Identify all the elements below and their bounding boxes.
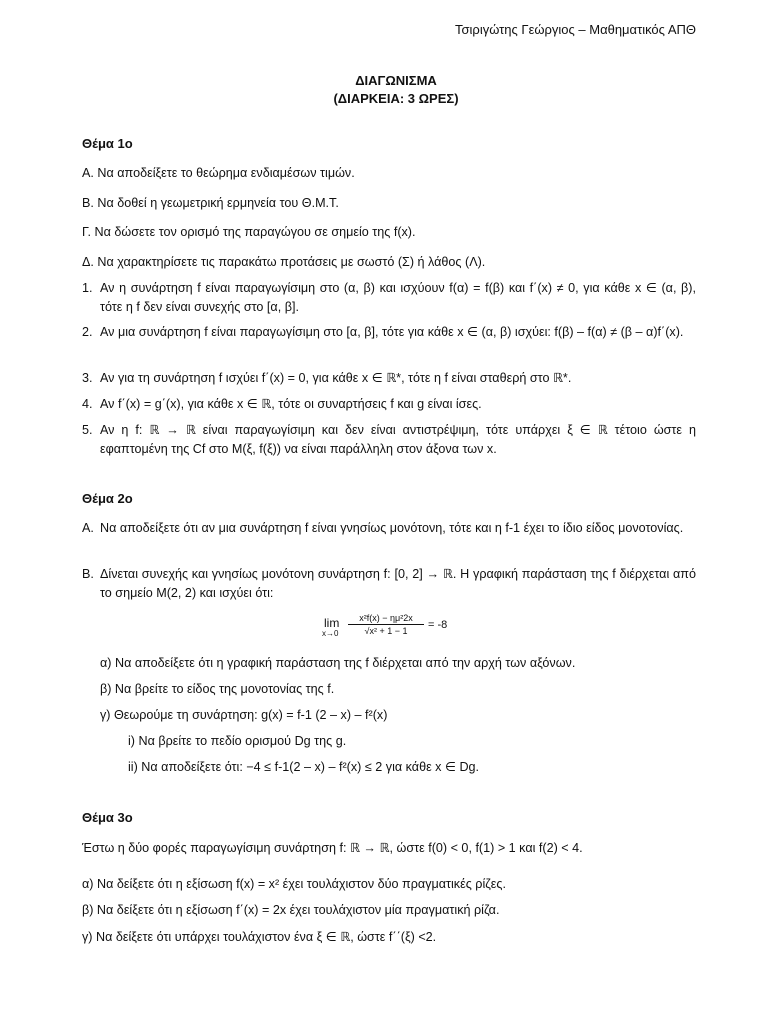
statement-text: Αν f΄(x) = g΄(x), για κάθε x ∈ ℝ, τότε οι συναρτήσεις f και g είναι ίσες. [100, 397, 482, 411]
fraction-numerator: x²f(x) − ημ²2x [348, 612, 424, 625]
question-label: Α. [82, 521, 94, 535]
theme2-heading: Θέμα 2ο [82, 491, 133, 506]
statement-number: 1. [82, 281, 93, 295]
theme2-question-a [82, 519, 696, 538]
theme3-intro: Έστω η δύο φορές παραγωγίσιμη συνάρτηση f: ℝ → ℝ, ώστε f(0) < 0, f(1) > 1 και f(2) < 4. [82, 841, 583, 855]
theme3-heading: Θέμα 3ο [82, 810, 133, 825]
theme2-sub-b: β) Να βρείτε το είδος της μονοτονίας της f. [100, 682, 335, 696]
limit-symbol: lim [324, 616, 340, 630]
theme3-sub-b: β) Να δείξετε ότι η εξίσωση f΄(x) = 2x έχει τουλάχιστον μία πραγματική ρίζα. [82, 903, 500, 917]
theme3-sub-c: γ) Να δείξετε ότι υπάρχει τουλάχιστον ένα ξ ∈ ℝ, ώστε f΄΄(ξ) <2. [82, 930, 437, 944]
question-text: Δίνεται συνεχής και γνησίως μονότονη συνάρτηση f: [0, 2] → ℝ. Η γραφική παράσταση της f διέρχεται από το σημείο Μ(2, 2) και ισχύει ότι: [100, 567, 696, 600]
statement-2 [82, 323, 696, 342]
statement-text: Αν η συνάρτηση f είναι παραγωγίσιμη στο (α, β) και ισχύουν f(α) = f(β) και f΄(x) ≠ 0, για κάθε x ∈ (α, β), τότε η f δεν είναι συνεχής στο [α, β]. [100, 281, 696, 314]
theme1-heading: Θέμα 1ο [82, 136, 133, 151]
theme1-question-g: Γ. Να δώσετε τον ορισμό της παραγώγου σε σημείο της f(x). [82, 225, 416, 239]
title-line-1: ΔΙΑΓΩΝΙΣΜΑ [355, 73, 437, 88]
theme3-sub-a: α) Να δείξετε ότι η εξίσωση f(x) = x² έχει τουλάχιστον δύο πραγματικές ρίζες. [82, 877, 506, 891]
statement-4 [82, 395, 696, 414]
theme2-sub-c: γ) Θεωρούμε τη συνάρτηση: g(x) = f-1 (2 – x) – f²(x) [100, 708, 388, 722]
statement-3 [82, 369, 696, 388]
statement-text: Αν μια συνάρτηση f είναι παραγωγίσιμη στο [α, β], τότε για κάθε x ∈ (α, β) ισχύει: f(β) – f(α) ≠ (β – α)f΄(x). [100, 325, 684, 339]
statement-text: Αν η f: ℝ → ℝ είναι παραγωγίσιμη και δεν είναι αντιστρέψιμη, τότε υπάρχει ξ ∈ ℝ τέτοιο ώστε η εφαπτομένη της Cf στο Μ(ξ, f(ξ)) να είναι παράλληλη στον άξονα των x. [100, 423, 696, 456]
statement-text: Αν για τη συνάρτηση f ισχύει f΄(x) = 0, για κάθε x ∈ ℝ*, τότε η f είναι σταθερή στο ℝ*. [100, 371, 572, 385]
statement-1 [82, 279, 696, 317]
exam-title [0, 72, 768, 108]
fraction-denominator: √x² + 1 − 1 [364, 626, 408, 636]
limit-subscript: x→0 [322, 629, 339, 638]
statement-number: 5. [82, 423, 93, 437]
theme2-sub-c-ii: ii) Να αποδείξετε ότι: −4 ≤ f-1(2 – x) – f²(x) ≤ 2 για κάθε x ∈ Dg. [128, 760, 480, 774]
theme1-question-a: Α. Να αποδείξετε το θεώρημα ενδιαμέσων τιμών. [82, 166, 355, 180]
question-text: Να αποδείξετε ότι αν μια συνάρτηση f είναι γνησίως μονότονη, τότε και η f-1 έχει το ίδιο είδος μονοτονίας. [100, 521, 684, 535]
theme1-question-b: Β. Να δοθεί η γεωμετρική ερμηνεία του Θ.Μ.Τ. [82, 196, 339, 210]
statement-number: 2. [82, 325, 93, 339]
statement-5 [82, 421, 696, 459]
theme2-question-b [82, 565, 696, 603]
theme1-question-d: Δ. Να χαρακτηρίσετε τις παρακάτω προτάσεις με σωστό (Σ) ή λάθος (Λ). [82, 255, 486, 269]
theme2-sub-c-i: i) Να βρείτε το πεδίο ορισμού Dg της g. [128, 734, 347, 748]
question-label: Β. [82, 567, 94, 581]
statement-number: 3. [82, 371, 93, 385]
author-header: Τσιριγώτης Γεώργιος – Μαθηματικός ΑΠΘ [455, 22, 696, 37]
theme2-sub-a: α) Να αποδείξετε ότι η γραφική παράσταση της f διέρχεται από την αρχή των αξόνων. [100, 656, 576, 670]
limit-value: = -8 [428, 619, 448, 631]
title-line-2: (ΔΙΑΡΚΕΙΑ: 3 ΩΡΕΣ) [333, 91, 459, 106]
limit-formula [322, 612, 522, 642]
statement-number: 4. [82, 397, 93, 411]
